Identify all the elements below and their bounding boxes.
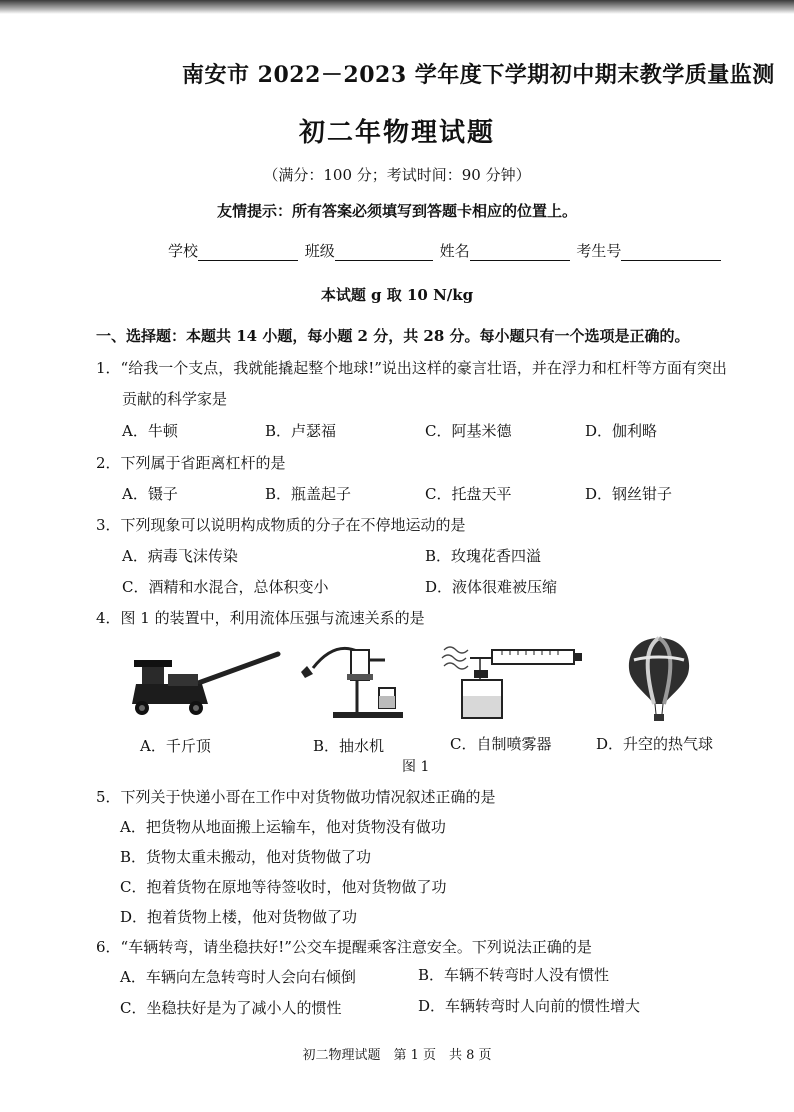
question-stem: 4．图 1 的装置中，利用流体压强与流速关系的是: [96, 609, 425, 627]
question-stem: 6．“车辆转弯，请坐稳扶好!”公交车提醒乘客注意安全。下列说法正确的是: [96, 938, 592, 956]
option-d: D．车辆转弯时人向前的惯性增大: [418, 997, 641, 1015]
option-d: D．液体很难被压缩: [425, 578, 558, 596]
water-pump-image: [295, 638, 410, 722]
option-a: A．镊子: [122, 485, 178, 503]
option-b: B．瓶盖起子: [265, 485, 352, 503]
scan-top-shadow: [0, 0, 794, 14]
option-b: B．卢瑟福: [265, 422, 337, 440]
option-a: A．把货物从地面搬上运输车，他对货物没有做功: [120, 818, 446, 836]
page-footer: 初二物理试题 第 1 页 共 8 页: [302, 1048, 492, 1063]
figure-caption: 图 1: [402, 759, 430, 775]
student-info-fields: [168, 240, 723, 261]
question-stem: 3．下列现象可以说明构成物质的分子在不停地运动的是: [96, 516, 466, 534]
option-c: C．托盘天平: [425, 485, 512, 503]
option-a: A．病毒飞沫传染: [122, 547, 238, 565]
school-blank[interactable]: [198, 244, 298, 261]
exam-title: 南安市 2022－2023 学年度下学期初中期末教学质量监测: [182, 62, 775, 88]
option-d: D．升空的热气球: [596, 735, 714, 753]
exam-subtitle: 初二年物理试题: [298, 118, 495, 148]
name-blank[interactable]: [470, 244, 570, 261]
exam-note: （满分：100 分；考试时间：90 分钟）: [263, 166, 531, 184]
option-c: C．自制喷雾器: [450, 735, 552, 753]
field-label-class: 班级: [304, 242, 335, 260]
option-d: D．钢丝钳子: [585, 485, 673, 503]
car-jack-image: [128, 648, 283, 720]
option-a: A．车辆向左急转弯时人会向右倾倒: [120, 968, 356, 986]
option-c: C．坐稳扶好是为了减小人的惯性: [120, 999, 342, 1017]
option-b: B．抽水机: [313, 737, 385, 755]
option-b: B．货物太重未搬动，他对货物做了功: [120, 848, 372, 866]
class-blank[interactable]: [335, 244, 433, 261]
sprayer-image: [440, 640, 585, 722]
field-label-school: 学校: [168, 242, 199, 260]
exam-id-blank[interactable]: [621, 244, 721, 261]
hot-air-balloon-image: [624, 636, 694, 724]
option-d: D．伽利略: [585, 422, 658, 440]
question-stem-continued: 贡献的科学家是: [122, 390, 228, 408]
option-b: B．车辆不转弯时人没有惯性: [418, 966, 610, 984]
option-a: A．牛顿: [122, 422, 178, 440]
g-constant-note: 本试题 g 取 10 N/kg: [320, 286, 474, 304]
section-heading: 一、选择题：本题共 14 小题，每小题 2 分，共 28 分。每小题只有一个选项是正确的。: [96, 327, 690, 345]
option-a: A．千斤顶: [140, 737, 211, 755]
question-stem: 5．下列关于快递小哥在工作中对货物做功情况叙述正确的是: [96, 788, 496, 806]
field-label-name: 姓名: [439, 242, 470, 260]
question-stem: 2．下列属于省距离杠杆的是: [96, 454, 286, 472]
field-label-exam-id: 考生号: [576, 242, 622, 260]
exam-tip: 友情提示：所有答案必须填写到答题卡相应的位置上。: [216, 202, 577, 220]
option-c: C．抱着货物在原地等待签收时，他对货物做了功: [120, 878, 447, 896]
option-c: C．酒精和水混合，总体积变小: [122, 578, 329, 596]
option-b: B．玫瑰花香四溢: [425, 547, 542, 565]
question-stem: 1．“给我一个支点，我就能撬起整个地球!”说出这样的豪言壮语，并在浮力和杠杆等方面有突出: [96, 359, 727, 377]
option-c: C．阿基米德: [425, 422, 512, 440]
option-d: D．抱着货物上楼，他对货物做了功: [120, 908, 358, 926]
